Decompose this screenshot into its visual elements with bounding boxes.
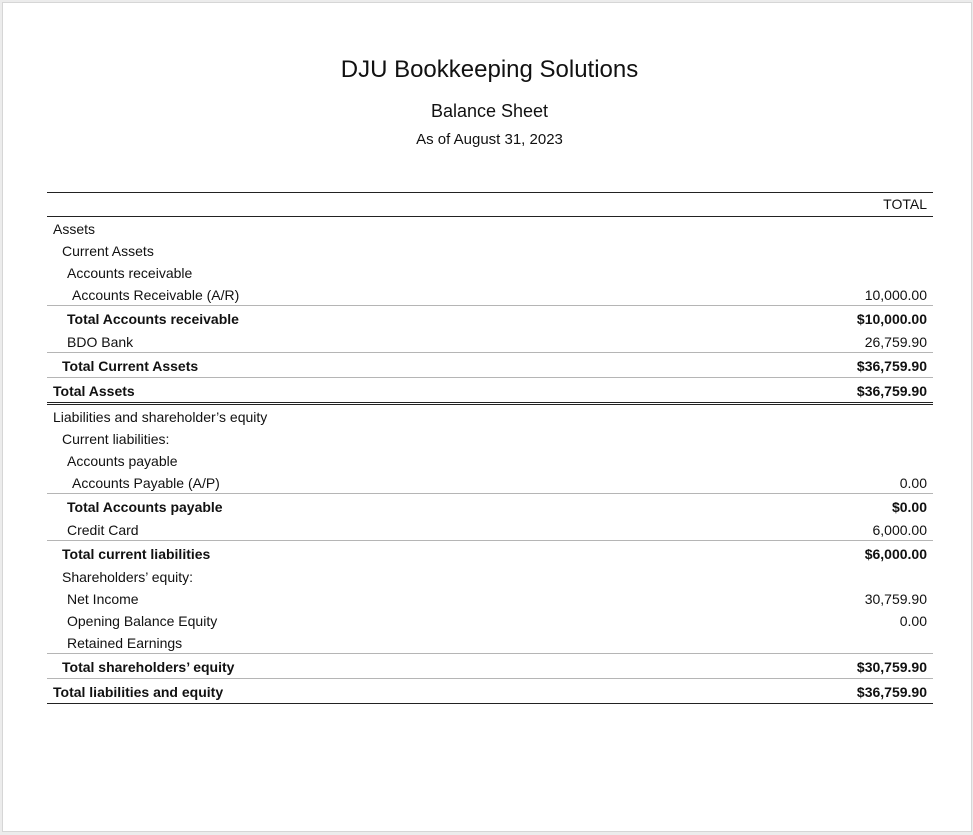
group-row	[47, 427, 933, 449]
total-column-header: TOTAL	[883, 196, 927, 212]
row-amount: $6,000.00	[864, 546, 927, 562]
row-label: Current Assets	[62, 243, 154, 259]
company-name: DJU Bookkeeping Solutions	[340, 56, 639, 83]
row-amount: 0.00	[899, 613, 927, 629]
subtotal-row	[47, 540, 933, 565]
balance-sheet-table	[47, 192, 933, 704]
account-row	[47, 609, 933, 631]
account-row	[47, 631, 933, 653]
account-row	[47, 471, 933, 493]
row-label: BDO Bank	[67, 334, 134, 350]
row-amount: 10,000.00	[864, 287, 927, 303]
group-row	[47, 449, 933, 471]
row-label: Shareholders’ equity:	[62, 569, 194, 585]
group-row	[47, 239, 933, 261]
row-amount: $0.00	[891, 499, 927, 515]
row-label: Total Accounts receivable	[67, 311, 239, 327]
row-label: Accounts receivable	[67, 265, 193, 281]
account-row	[47, 283, 933, 305]
row-label: Accounts payable	[67, 453, 178, 469]
subtotal-row	[47, 352, 933, 377]
section-row	[47, 217, 933, 239]
report-date: As of August 31, 2023	[416, 131, 563, 148]
row-label: Total current liabilities	[62, 546, 211, 562]
row-label: Accounts Receivable (A/R)	[72, 287, 240, 303]
row-amount: $30,759.90	[856, 659, 927, 675]
group-row	[47, 565, 933, 587]
account-row	[47, 518, 933, 540]
row-label: Opening Balance Equity	[67, 613, 218, 629]
row-amount: 0.00	[899, 475, 927, 491]
group-row	[47, 261, 933, 283]
row-label: Retained Earnings	[67, 635, 183, 651]
subtotal-row	[47, 493, 933, 518]
row-amount: $36,759.90	[856, 358, 927, 374]
total-row	[47, 377, 933, 405]
row-amount: 26,759.90	[864, 334, 927, 350]
row-label: Net Income	[67, 591, 139, 607]
account-row	[47, 587, 933, 609]
report-title: Balance Sheet	[430, 101, 549, 121]
column-header-row	[47, 193, 933, 217]
row-amount: $36,759.90	[856, 383, 927, 399]
subtotal-row	[47, 305, 933, 330]
row-label: Assets	[53, 221, 96, 237]
row-amount: 30,759.90	[864, 591, 927, 607]
row-amount: 6,000.00	[872, 522, 927, 538]
section-row	[47, 405, 933, 427]
row-amount: $36,759.90	[856, 684, 927, 700]
row-label: Total Assets	[53, 383, 135, 399]
row-amount: $10,000.00	[856, 311, 927, 327]
row-label: Total shareholders’ equity	[62, 659, 235, 675]
row-label: Liabilities and shareholder’s equity	[53, 409, 268, 425]
total-row	[47, 678, 933, 704]
row-label: Total liabilities and equity	[53, 684, 224, 700]
row-label: Credit Card	[67, 522, 139, 538]
row-label: Total Accounts payable	[67, 499, 223, 515]
row-label: Total Current Assets	[62, 358, 199, 374]
report-page	[2, 2, 972, 832]
row-label: Accounts Payable (A/P)	[72, 475, 220, 491]
account-row	[47, 330, 933, 352]
subtotal-row	[47, 653, 933, 678]
row-label: Current liabilities:	[62, 431, 170, 447]
